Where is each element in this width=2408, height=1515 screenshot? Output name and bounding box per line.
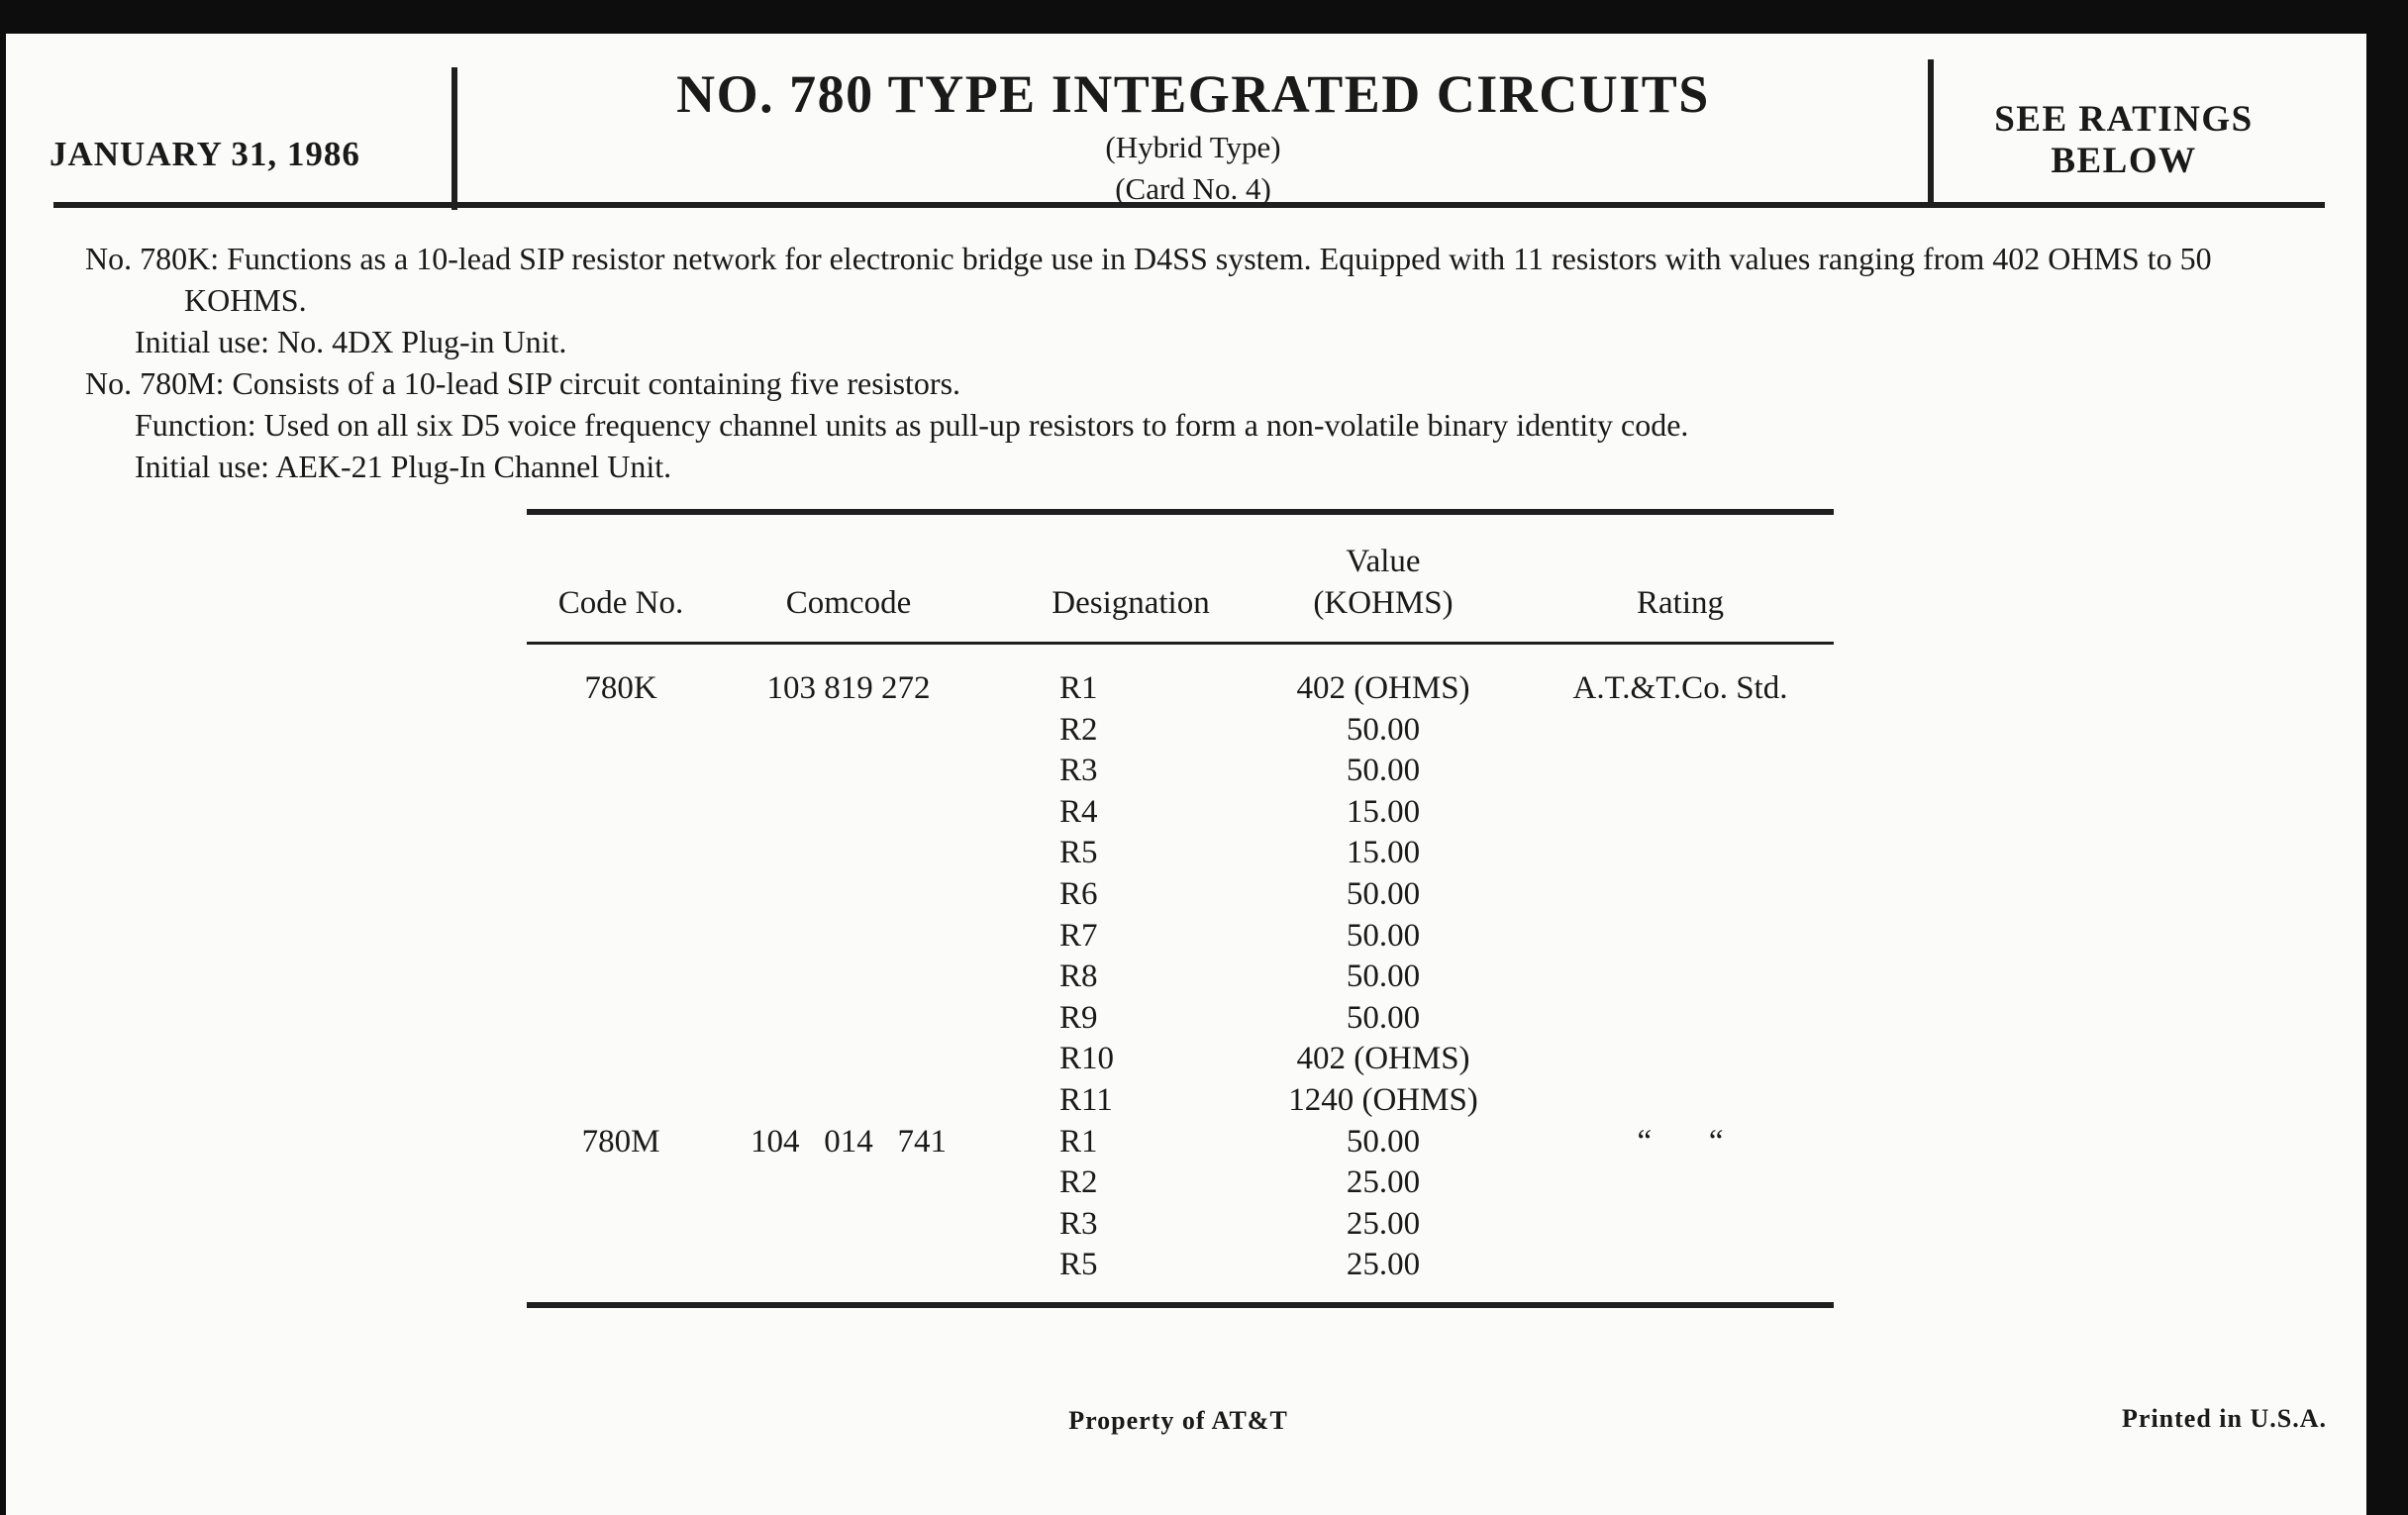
table-row [527,1204,1834,1246]
table-body [527,645,1834,1302]
cell-designation: R5 [1059,1247,1098,1283]
cell-designation: R11 [1059,1081,1113,1118]
table-row [527,916,1834,958]
cell-code: 780M [581,1123,660,1160]
resistor-table [527,509,1834,1308]
cell-designation: R8 [1059,959,1098,995]
table-row [527,833,1834,874]
table-row [527,1080,1834,1122]
cell-rating: “ “ [1637,1123,1724,1160]
header-value: Value (KOHMS) [1313,544,1454,621]
cell-value: 25.00 [1346,1164,1421,1201]
cell-designation: R1 [1059,670,1098,706]
cell-value: 25.00 [1346,1205,1421,1242]
cell-designation: R9 [1059,999,1098,1036]
table-bottom-rule [527,1302,1834,1308]
cell-designation: R3 [1059,753,1098,789]
table-row [527,874,1834,916]
cell-designation: R10 [1059,1041,1115,1077]
description-780k: No. 780K: Functions as a 10-lead SIP resistor network for electronic bridge use in D4SS system. Equipped with 11 resistors with values ranging from 402 OHMS to 50 KOHMS. [85,241,2212,318]
table-row [527,1162,1834,1204]
property-note: Property of AT&T [1068,1406,1288,1435]
cell-designation: R6 [1059,875,1098,912]
description-780m-initial-use: Initial use: AEK-21 Plug-In Channel Unit. [135,449,672,484]
table-row [527,668,1834,710]
description [85,238,2313,487]
cell-designation: R4 [1059,793,1098,830]
table-row [527,957,1834,998]
table-row [527,710,1834,752]
issue-date: JANUARY 31, 1986 [50,135,360,173]
cell-value: 15.00 [1346,835,1421,871]
table-row [527,1245,1834,1286]
cell-designation: R2 [1059,1164,1098,1201]
cell-comcode: 103 819 272 [766,670,931,706]
cell-comcode: 104 014 741 [751,1123,947,1160]
header-rating: Rating [1637,585,1724,621]
cell-value: 50.00 [1346,999,1421,1036]
cell-value: 50.00 [1346,959,1421,995]
description-780m-function: Function: Used on all six D5 voice frequency channel units as pull-up resistors to form a non-volatile binary identity code. [135,407,1689,443]
cell-value: 1240 (OHMS) [1288,1081,1478,1118]
table-row [527,792,1834,834]
cell-value: 50.00 [1346,917,1421,954]
cell-value: 50.00 [1346,711,1421,748]
subtitle: (Hybrid Type) [1105,130,1281,164]
table-header [527,515,1834,642]
description-780k-initial-use: Initial use: No. 4DX Plug-in Unit. [135,324,567,359]
cell-value: 402 (OHMS) [1296,670,1470,706]
cell-designation: R2 [1059,711,1098,748]
table-row [527,1039,1834,1080]
cell-code: 780K [584,670,657,706]
ratings-note: SEE RATINGS BELOW [1994,99,2254,181]
table-row [527,1122,1834,1163]
page-title: NO. 780 TYPE INTEGRATED CIRCUITS [676,64,1710,124]
cell-designation: R7 [1059,917,1098,954]
cell-designation: R5 [1059,835,1098,871]
cell-value: 15.00 [1346,793,1421,830]
header-code: Code No. [557,585,684,621]
table-row [527,998,1834,1040]
title-block [455,61,1931,210]
printed-note: Printed in U.S.A. [2122,1404,2327,1433]
card-number: (Card No. 4) [1115,171,1271,206]
cell-value: 50.00 [1346,875,1421,912]
cell-value: 50.00 [1346,753,1421,789]
table-row [527,751,1834,792]
description-780m: No. 780M: Consists of a 10-lead SIP circuit containing five resistors. [85,365,961,401]
cell-value: 50.00 [1346,1123,1421,1160]
cell-rating: A.T.&T.Co. Std. [1572,670,1788,706]
cell-designation: R1 [1059,1123,1098,1160]
cell-value: 25.00 [1346,1247,1421,1283]
cell-value: 402 (OHMS) [1296,1041,1470,1077]
header-designation: Designation [1052,585,1210,621]
cell-designation: R3 [1059,1205,1098,1242]
header-comcode: Comcode [785,585,912,621]
